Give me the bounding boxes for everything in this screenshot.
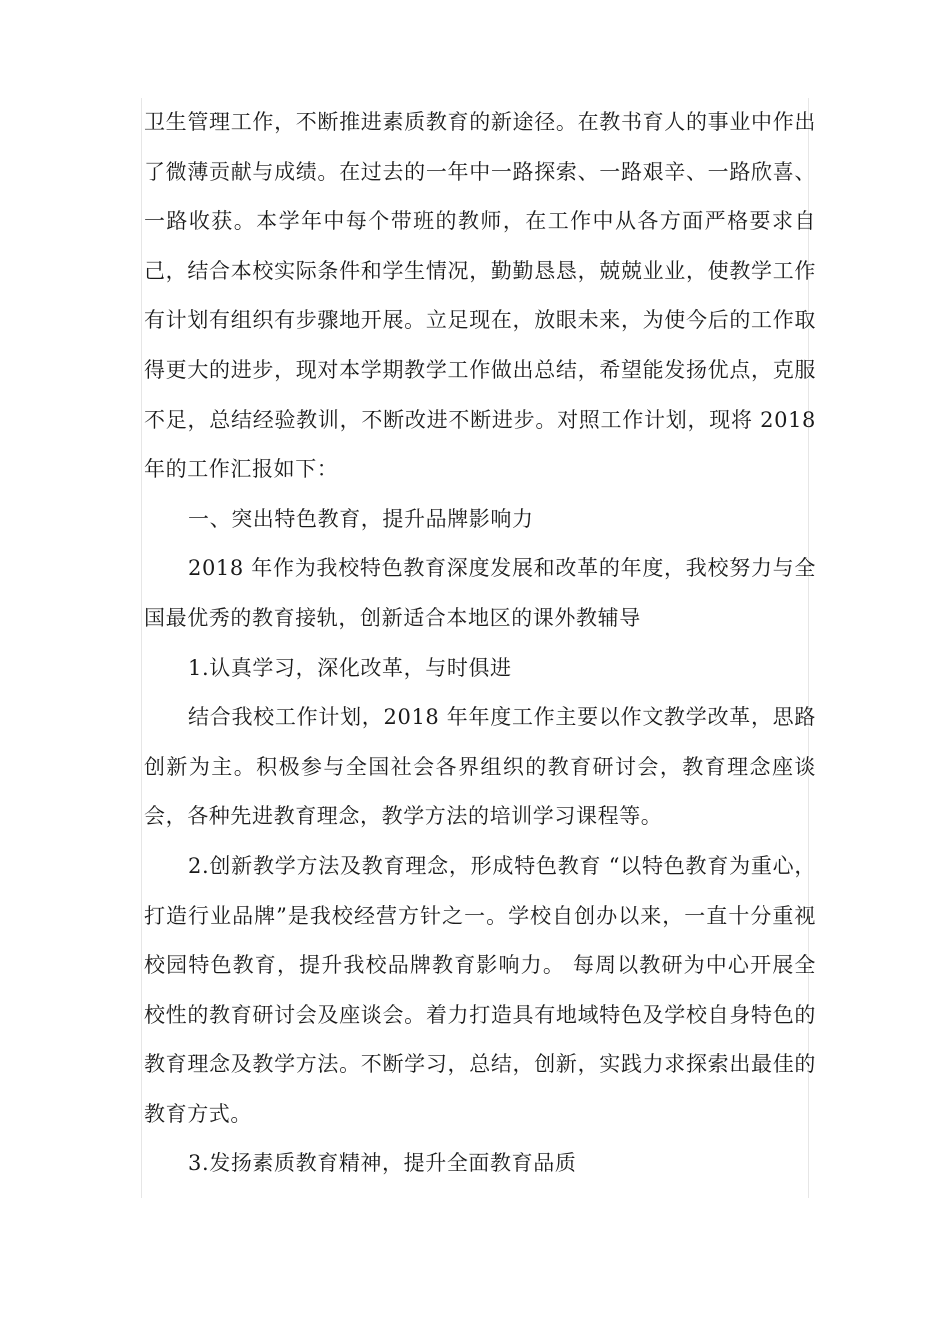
paragraph-section-1: 2018 年作为我校特色教育深度发展和改革的年度，我校努力与全国最优秀的教育接轨，创新适合本地区的课外教辅导: [144, 556, 816, 630]
paragraph-subsection-2: 2.创新教学方法及教育理念，形成特色教育 “以特色教育为重心，打造行业品牌”是我校经营方针之一。学校自创办以来，一直十分重视校园特色教育，提升我校品牌教育影响力。 每周以教研为中心开展全校性的教育研讨会及座谈会。着力打造具有地域特色及学校自身特色的教育理念及教学方法。不断学习，总结，创新，实践力求探索出最佳的教育方式。: [144, 853, 816, 1126]
subheading-3: 3.发扬素质教育精神，提升全面教育品质: [188, 1151, 577, 1176]
subheading-1: 1.认真学习，深化改革，与时俱进: [188, 655, 512, 680]
section-heading-1: 一、突出特色教育，提升品牌影响力: [188, 506, 534, 531]
paragraph-subsection-1: 结合我校工作计划，2018 年年度工作主要以作文教学改革，思路创新为主。积极参与全国社会各界组织的教育研讨会，教育理念座谈会，各种先进教育理念，教学方法的培训学习课程等。: [144, 705, 816, 829]
paragraph-intro: 卫生管理工作，不断推进素质教育的新途径。在教书育人的事业中作出了微薄贡献与成绩。在过去的一年中一路探索、一路艰辛、一路欣喜、一路收获。本学年中每个带班的教师，在工作中从各方面严格要求自己，结合本校实际条件和学生情况，勤勤恳恳，兢兢业业，使教学工作有计划有组织有步骤地开展。立足现在，放眼未来，为使今后的工作取得更大的进步，现对本学期教学工作做出总结，希望能发扬优点，克服不足，总结经验教训，不断改进不断进步。对照工作计划，现将 2018 年的工作汇报如下：: [144, 110, 816, 482]
document-body: [144, 98, 816, 1189]
